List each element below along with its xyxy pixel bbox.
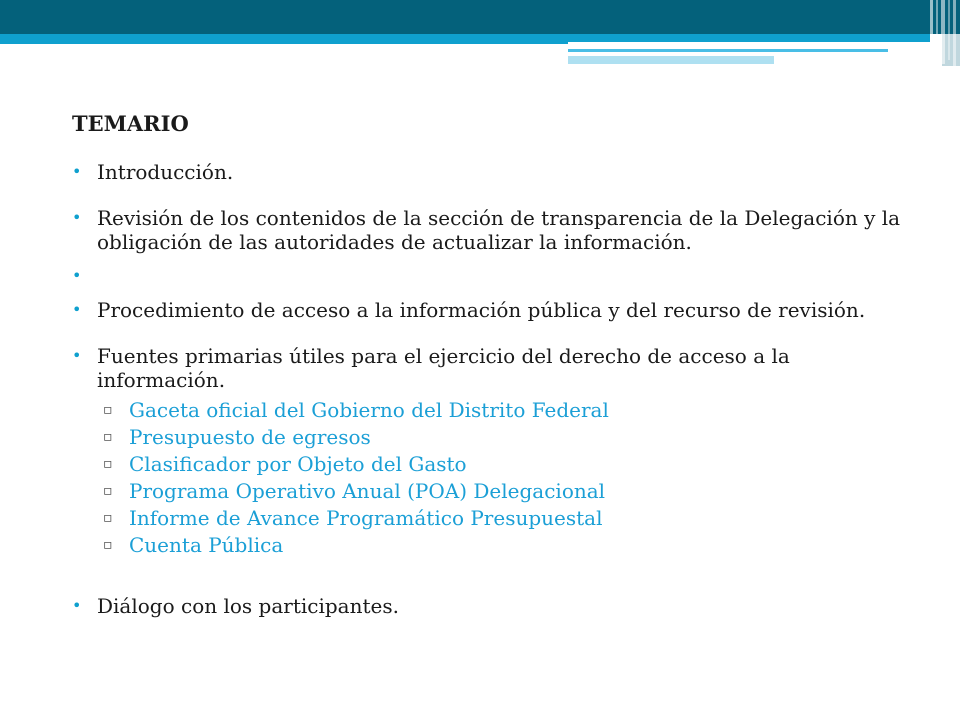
sources-sublist	[97, 398, 912, 557]
list-item	[72, 206, 912, 254]
sublist-item-text[interactable]: Programa Operativo Anual (POA) Delegacional	[129, 479, 606, 503]
list-item	[72, 160, 912, 184]
square-bullet-icon: ▫	[103, 429, 113, 445]
bullet-icon: •	[72, 266, 82, 285]
sublist-item[interactable]	[99, 425, 914, 449]
sublist-item[interactable]	[99, 398, 914, 422]
list-item	[72, 344, 912, 572]
square-bullet-icon: ▫	[103, 402, 113, 418]
header-accent-band	[0, 34, 930, 42]
sublist-item[interactable]	[99, 533, 914, 557]
spacer	[97, 560, 912, 572]
bullet-icon: •	[72, 346, 82, 365]
sublist-item-text[interactable]: Informe de Avance Programático Presupuestal	[129, 506, 603, 530]
square-bullet-icon: ▫	[103, 456, 113, 472]
sublist-item-text[interactable]: Presupuesto de egresos	[129, 425, 371, 449]
sublist-item[interactable]	[99, 479, 914, 503]
bullet-icon: •	[72, 300, 82, 319]
bullet-icon: •	[72, 596, 82, 615]
list-item-text: Diálogo con los participantes.	[97, 594, 399, 618]
header-vertical-line	[953, 0, 956, 66]
slide-title: TEMARIO	[72, 111, 189, 136]
slide-content	[72, 110, 912, 640]
topic-list	[72, 160, 912, 618]
header-stripe	[568, 49, 888, 52]
header-stripe	[568, 56, 774, 64]
header-accent-line	[0, 42, 568, 44]
list-item	[72, 298, 912, 322]
square-bullet-icon: ▫	[103, 537, 113, 553]
square-bullet-icon: ▫	[103, 510, 113, 526]
sublist-item[interactable]	[99, 452, 914, 476]
list-item-text: Fuentes primarias útiles para el ejercicio del derecho de acceso a la información.	[97, 344, 790, 392]
sublist-item-text[interactable]: Gaceta oficial del Gobierno del Distrito Federal	[129, 398, 609, 422]
list-item-text: Revisión de los contenidos de la sección de transparencia de la Delegación y la obligación de las autoridades de actualizar la información.	[97, 206, 901, 254]
square-bullet-icon: ▫	[103, 483, 113, 499]
header-vertical-line	[941, 0, 945, 64]
sublist-item-text[interactable]: Cuenta Pública	[129, 533, 284, 557]
list-item	[72, 594, 912, 618]
sublist-item-text[interactable]: Clasificador por Objeto del Gasto	[129, 452, 467, 476]
header-band	[0, 0, 960, 34]
bullet-icon: •	[72, 208, 82, 227]
list-item-text: Procedimiento de acceso a la información pública y del recurso de revisión.	[97, 298, 866, 322]
sublist-item[interactable]	[99, 506, 914, 530]
header-vertical-line	[930, 0, 933, 50]
list-item-text: Introducción.	[97, 160, 234, 184]
header-vertical-line	[936, 0, 938, 58]
bullet-icon: •	[72, 162, 82, 181]
header-vertical-line	[948, 0, 950, 60]
list-item-empty	[72, 264, 912, 288]
